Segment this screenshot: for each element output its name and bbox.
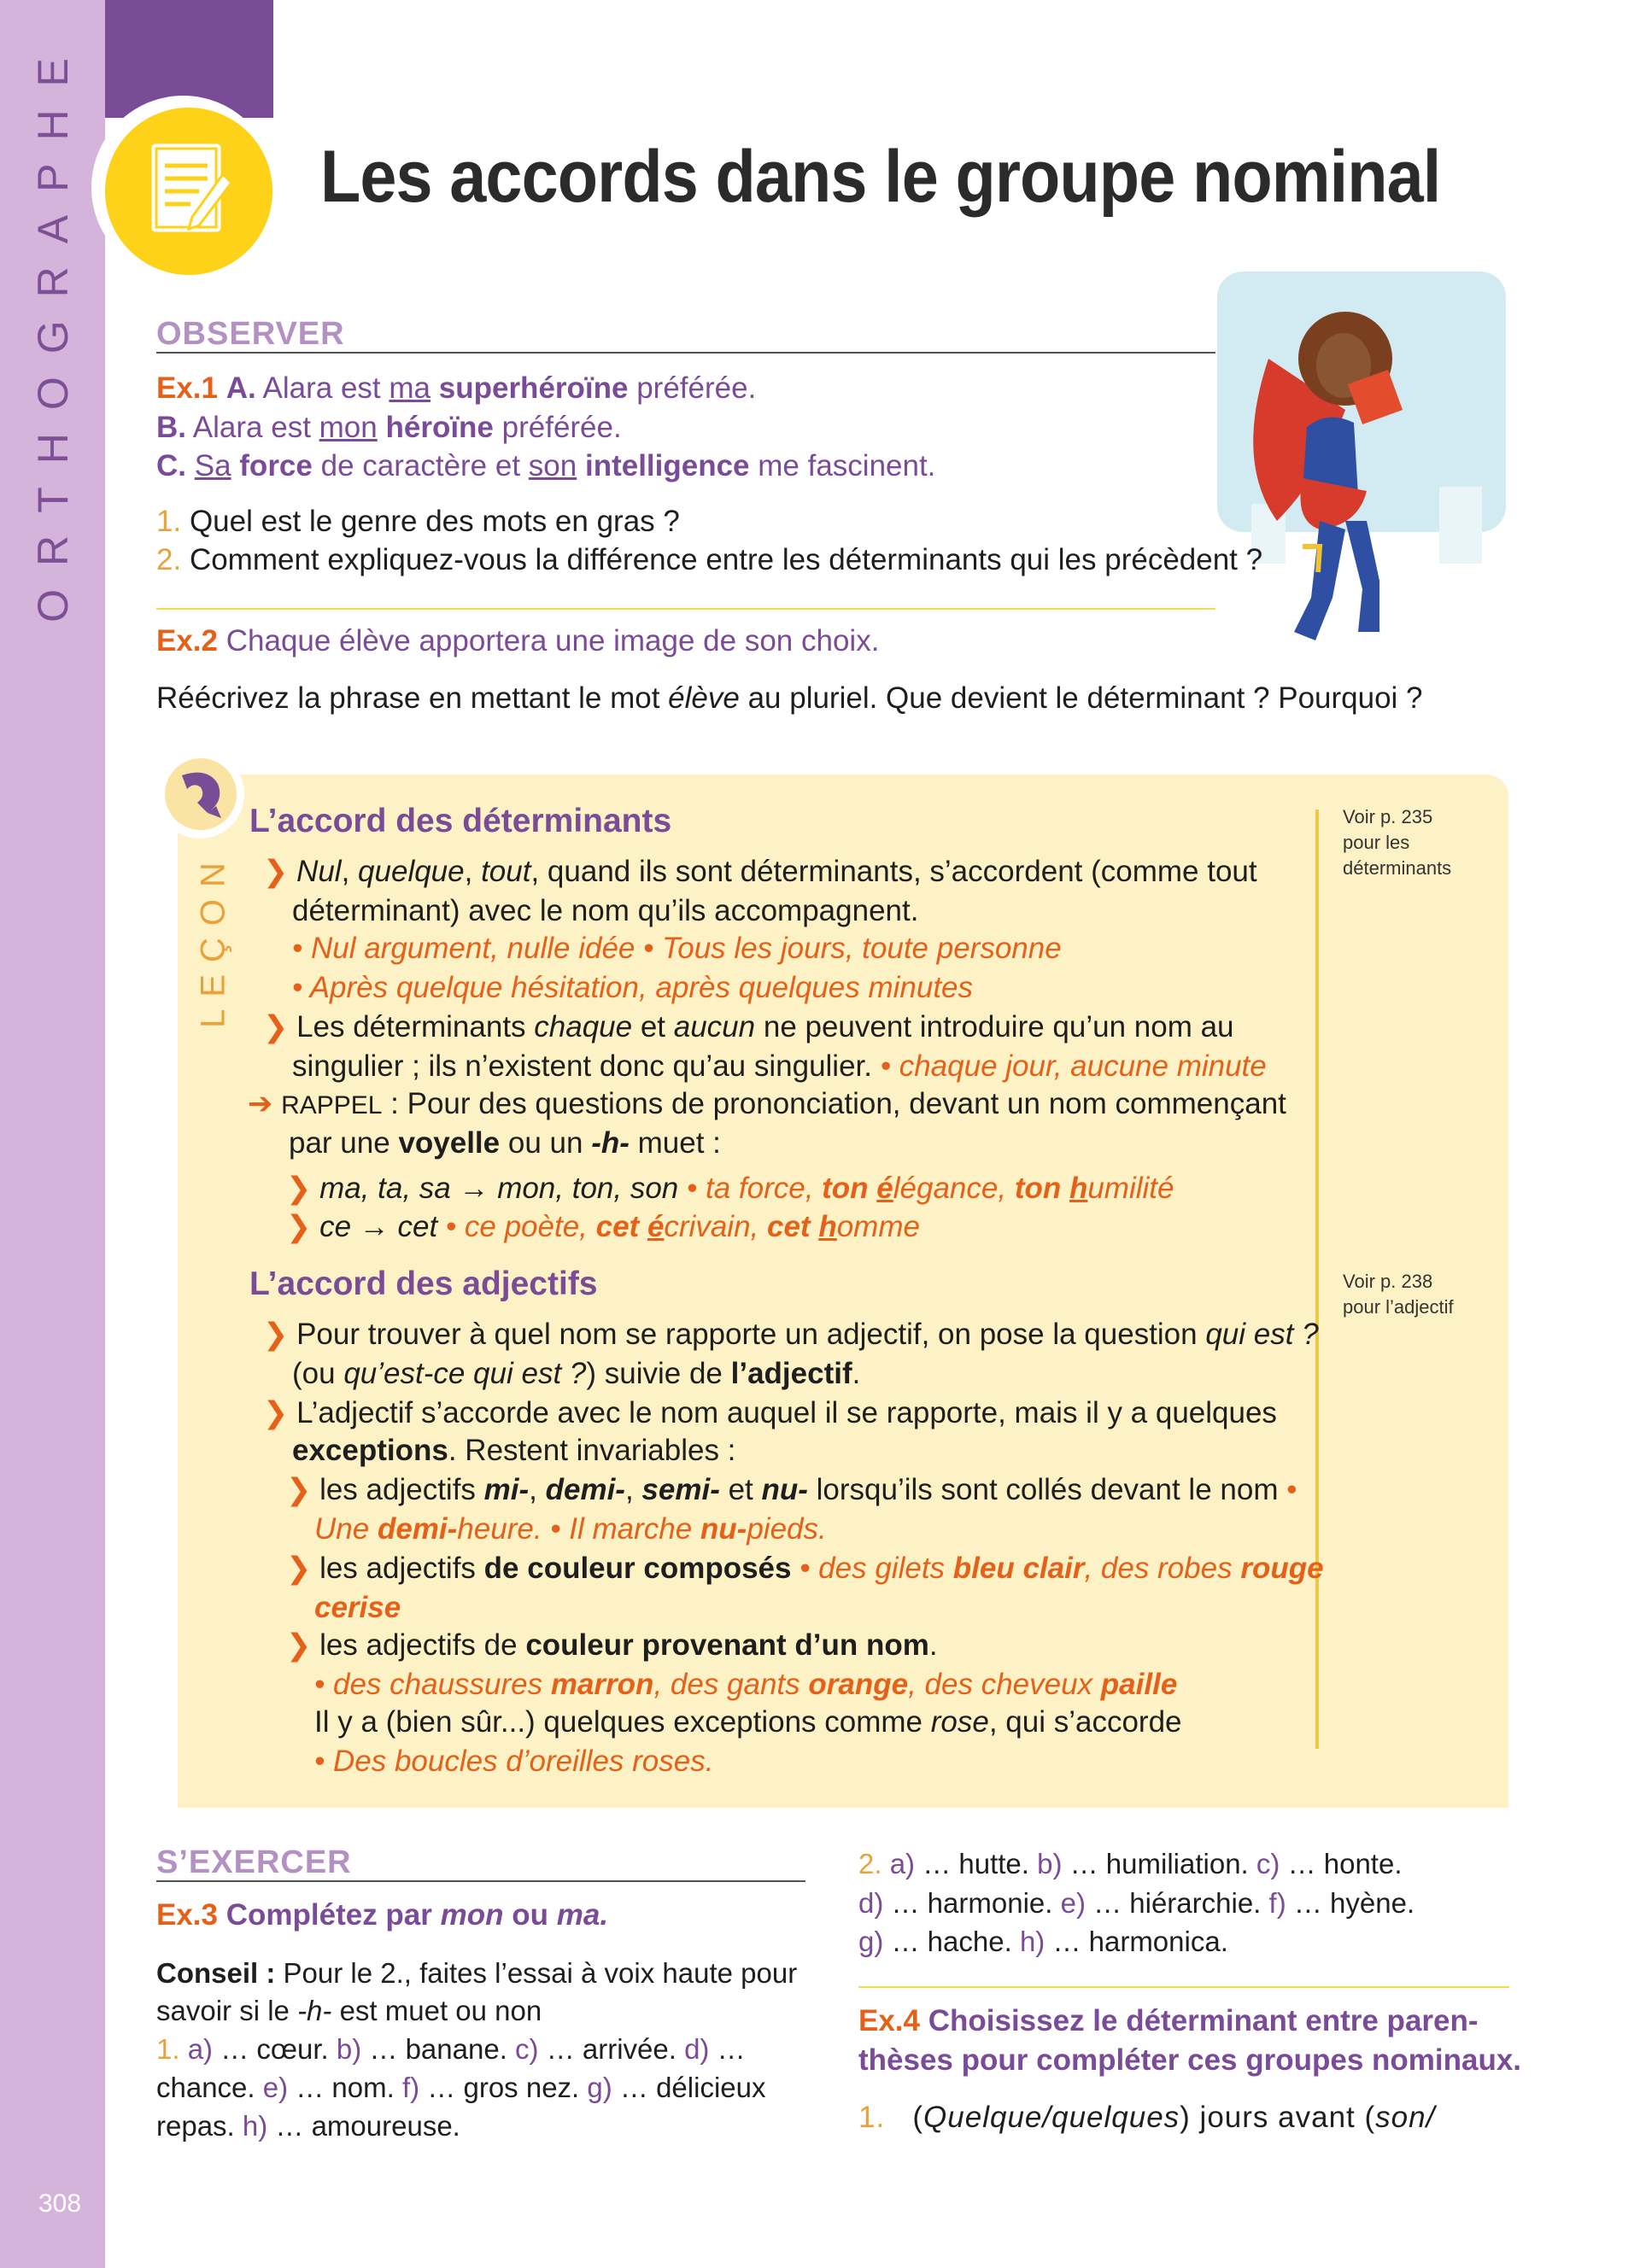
ex4-title: Ex.4 Choisissez le déterminant entre paren-: [858, 2004, 1479, 2037]
superheroine-illustration: [1217, 265, 1508, 658]
ex3-q1-line-1: [156, 2030, 746, 2069]
page-number: 308: [38, 2189, 82, 2218]
answer-segment: repas.: [156, 2110, 243, 2142]
exercer-rule: [156, 1880, 805, 1882]
answer-segment: c): [515, 2033, 539, 2065]
answer-segment: g): [858, 1926, 884, 1957]
ex1-line-a: Ex.1 A. Alara est ma superhéroïne préférée.: [156, 371, 757, 405]
ex3-title: Ex.3 Complétez par mon ou ma.: [156, 1898, 609, 1932]
adj-sub-3: ❯ les adjectifs de couleur provenant d’un nom.: [286, 1628, 938, 1662]
adj-sub-2-cont: cerise: [314, 1591, 401, 1624]
answer-segment: d): [684, 2033, 710, 2065]
answer-segment: … banane.: [361, 2033, 516, 2065]
adj-sub-2: ❯ les adjectifs de couleur composés • des gilets bleu clair, des robes rouge: [286, 1552, 1324, 1585]
answer-segment: … délicieux: [612, 2072, 766, 2103]
answer-segment: … hache.: [883, 1926, 1020, 1957]
lecon-margin-rule: [1315, 810, 1319, 1749]
ex3-q2-line-3: [858, 1922, 1228, 1961]
answer-segment: a): [889, 1848, 916, 1879]
ex1-question-1: 1. Quel est le genre des mots en gras ?: [156, 505, 680, 538]
answer-segment: … honte.: [1280, 1848, 1403, 1879]
rappel-rule-1: ❯ ma, ta, sa → mon, ton, son • ta force, ton élégance, ton humilité: [286, 1172, 1174, 1205]
det-example-1: • Nul argument, nulle idée • Tous les jours, toute personne: [292, 932, 1062, 965]
observer-rule: [156, 352, 1215, 354]
ex2-line: Ex.2 Chaque élève apportera une image de son choix.: [156, 624, 880, 658]
det-bullet-1: ❯ Nul, quelque, tout, quand ils sont déterminants, s’accordent (comme tout: [263, 855, 1257, 888]
det-example-2: • Après quelque hésitation, après quelques minutes: [292, 971, 974, 1004]
ex3-q2-line-1: [858, 1844, 1403, 1884]
adj-bullet-2-cont: exceptions. Restent invariables :: [292, 1434, 736, 1467]
lecon-label: LEÇON: [194, 850, 232, 1028]
adj-bullet-1: ❯ Pour trouver à quel nom se rapporte un adjectif, on pose la question qui est ?: [263, 1318, 1319, 1351]
rappel-rule-2: ❯ ce → cet • ce poète, cet écrivain, cet homme: [286, 1210, 920, 1243]
answer-segment: c): [1256, 1848, 1280, 1879]
ex2-label: Ex.2: [156, 624, 218, 658]
answer-segment: … hyène.: [1286, 1887, 1415, 1919]
answer-segment: b): [336, 2033, 362, 2065]
answer-segment: b): [1037, 1848, 1063, 1879]
sidebar-section-label: ORTHOGRAPHE: [28, 35, 77, 623]
ex4-q1: 1. (Quelque/quelques) jours avant (son/: [858, 2101, 1436, 2134]
answer-segment: … amoureuse.: [267, 2110, 460, 2142]
ex3-conseil-cont: savoir si le -h- est muet ou non: [156, 1995, 542, 2026]
answer-segment: … cœur.: [213, 2033, 337, 2065]
answer-segment: a): [187, 2033, 214, 2065]
answer-segment: f): [401, 2072, 420, 2103]
adj-bullet-2: ❯ L’adjectif s’accorde avec le nom auquel il se rapporte, mais il y a quelques: [263, 1396, 1277, 1429]
ex3-conseil: Conseil : Pour le 2., faites l’essai à voix haute pour: [156, 1957, 798, 1989]
answer-segment: 1.: [156, 2033, 180, 2065]
answer-segment: [882, 1848, 890, 1879]
ex1-line-c: C. Sa force de caractère et son intelligence me fascinent.: [156, 449, 936, 482]
ex4-title-cont: thèses pour compléter ces groupes nominaux.: [858, 2043, 1522, 2077]
answer-segment: … harmonica.: [1045, 1926, 1228, 1957]
answer-segment: h): [242, 2110, 268, 2142]
answer-segment: … harmonie.: [883, 1887, 1061, 1919]
answer-segment: h): [1019, 1926, 1046, 1957]
ex1-label: Ex.1: [156, 371, 218, 405]
ex3-q1-line-3: [156, 2107, 460, 2146]
det-heading: L’accord des déterminants: [249, 803, 672, 839]
ex4-separator: [858, 1986, 1509, 1988]
ex-separator: [156, 608, 1215, 610]
answer-segment: … hutte.: [915, 1848, 1038, 1879]
det-bullet-2: ❯ Les déterminants chaque et aucun ne peuvent introduire qu’un nom au: [263, 1010, 1234, 1043]
margin-note-determinants: Voir p. 235 pour les déterminants: [1343, 806, 1452, 879]
rappel-line-2: par une voyelle ou un -h- muet :: [289, 1126, 721, 1160]
adj-sub-1-example: Une demi-heure. • Il marche nu-pieds.: [314, 1512, 827, 1546]
answer-segment: chance.: [156, 2072, 263, 2103]
answer-segment: … gros nez.: [419, 2072, 588, 2103]
answer-segment: e): [1060, 1887, 1086, 1919]
adj-bullet-1-cont: (ou qu’est-ce qui est ?) suivie de l’adjectif.: [292, 1357, 861, 1390]
adj-heading: L’accord des adjectifs: [249, 1266, 598, 1302]
answer-segment: … hiérarchie.: [1085, 1887, 1269, 1919]
answer-segment: … nom.: [288, 2072, 402, 2103]
quill-pen-icon: [165, 758, 237, 830]
document-pencil-icon: [105, 108, 272, 275]
det-bullet-2-cont: singulier ; ils n’existent donc qu’au singulier. • chaque jour, aucune minute: [292, 1049, 1267, 1083]
ex3-q1-line-2: [156, 2068, 765, 2107]
answer-segment: … arrivée.: [538, 2033, 685, 2065]
answer-segment: d): [858, 1887, 884, 1919]
det-bullet-1-cont: déterminant) avec le nom qu’ils accompagnent.: [292, 894, 919, 927]
page-title: Les accords dans le groupe nominal: [320, 136, 1441, 218]
adj-sub-3-exception: Il y a (bien sûr...) quelques exceptions comme rose, qui s’accorde: [314, 1705, 1182, 1739]
answer-segment: f): [1268, 1887, 1286, 1919]
answer-segment: e): [262, 2072, 289, 2103]
rappel-line-1: ➔ RAPPEL : Pour des questions de prononciation, devant un nom commençant: [248, 1087, 1286, 1120]
ex2-instruction: Réécrivez la phrase en mettant le mot élève au pluriel. Que devient le déterminant ? Pourquoi ?: [156, 681, 1423, 715]
observer-heading: OBSERVER: [156, 316, 345, 352]
ex1-line-b: B. Alara est mon héroïne préférée.: [156, 411, 622, 444]
adj-sub-3-exception-example: • Des boucles d’oreilles roses.: [314, 1745, 714, 1778]
answer-segment: 2.: [858, 1848, 882, 1879]
answer-segment: g): [587, 2072, 612, 2103]
answer-segment: …: [709, 2033, 746, 2065]
answer-segment: … humiliation.: [1062, 1848, 1256, 1879]
answer-segment: [180, 2033, 188, 2065]
ex1-question-2: 2. Comment expliquez-vous la différence entre les déterminants qui les précèdent ?: [156, 543, 1263, 576]
ex3-q2-line-2: [858, 1884, 1414, 1923]
margin-note-adjectif: Voir p. 238 pour l’adjectif: [1343, 1271, 1454, 1318]
exercer-heading: S’EXERCER: [156, 1844, 352, 1880]
adj-sub-1: ❯ les adjectifs mi-, demi-, semi- et nu- lorsqu’ils sont collés devant le nom •: [286, 1473, 1297, 1506]
adj-sub-3-example: • des chaussures marron, des gants orange, des cheveux paille: [314, 1668, 1178, 1701]
